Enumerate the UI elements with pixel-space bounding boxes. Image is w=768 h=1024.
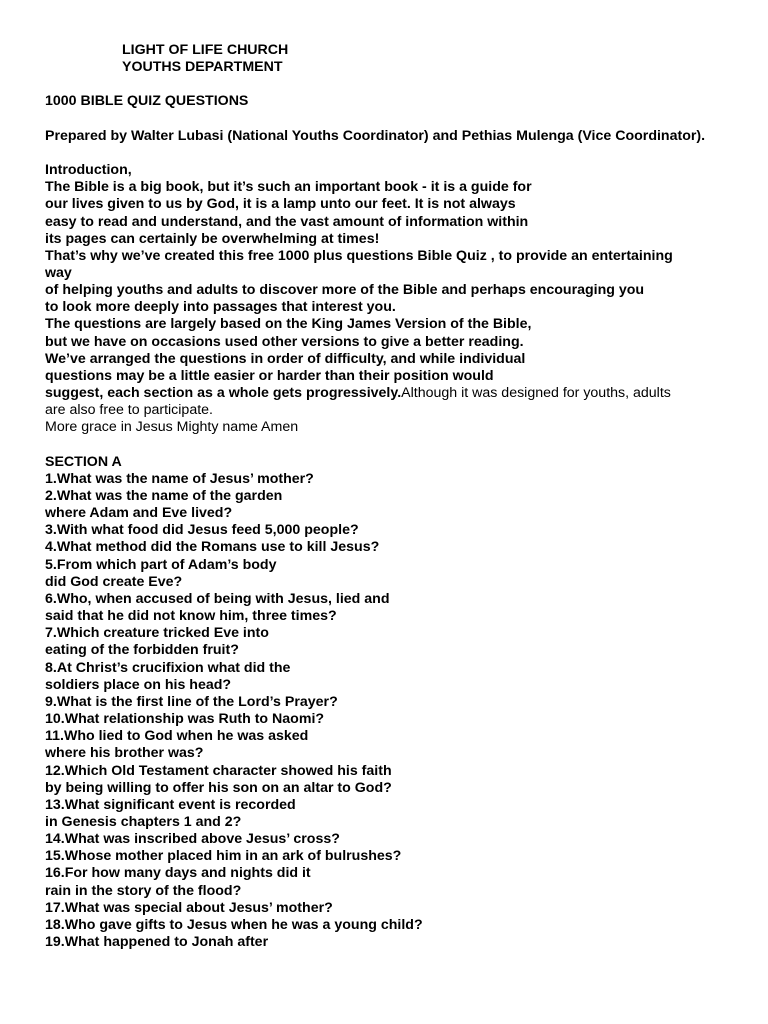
introduction-line: way	[45, 264, 72, 281]
introduction-continuation: are also free to participate.	[45, 402, 213, 419]
question-line: 6.Who, when accused of being with Jesus, lied and	[45, 590, 390, 607]
introduction-line: easy to read and understand, and the vast amount of information within	[45, 213, 529, 230]
question-line: 16.For how many days and nights did it	[45, 865, 311, 882]
question-line: where his brother was?	[45, 745, 204, 762]
question-line: where Adam and Eve lived?	[45, 505, 233, 522]
question-line: said that he did not know him, three times?	[45, 608, 337, 625]
question-line: soldiers place on his head?	[45, 676, 232, 693]
prepared-by: Prepared by Walter Lubasi (National Youths Coordinator) and Pethias Mulenga (Vice Coordinator).	[45, 127, 706, 144]
introduction-line: The questions are largely based on the King James Version of the Bible,	[45, 316, 532, 333]
introduction-heading: Introduction,	[45, 162, 132, 179]
introduction-line: questions may be a little easier or harder than their position would	[45, 367, 494, 384]
question-line: 8.At Christ’s crucifixion what did the	[45, 659, 291, 676]
question-line: 3.With what food did Jesus feed 5,000 people?	[45, 522, 359, 539]
introduction-line: our lives given to us by God, it is a lamp unto our feet. It is not always	[45, 196, 516, 213]
question-line: 9.What is the first line of the Lord’s Prayer?	[45, 693, 338, 710]
question-line: 1.What was the name of Jesus’ mother?	[45, 470, 314, 487]
spacer	[45, 111, 745, 128]
question-line: 13.What significant event is recorded	[45, 796, 296, 813]
question-line: did God create Eve?	[45, 573, 183, 590]
spacer	[45, 145, 745, 162]
question-line: 7.Which creature tricked Eve into	[45, 625, 269, 642]
introduction-mixed-line	[45, 385, 745, 402]
spacer	[45, 76, 745, 93]
introduction-line: its pages can certainly be overwhelming at times!	[45, 230, 380, 247]
spacer	[45, 437, 745, 454]
question-line: 5.From which part of Adam’s body	[45, 556, 277, 573]
question-line: eating of the forbidden fruit?	[45, 642, 239, 659]
question-line: 12.Which Old Testament character showed his faith	[45, 762, 392, 779]
introduction-body	[45, 179, 745, 385]
introduction-line: We’ve arranged the questions in order of difficulty, and while individual	[45, 350, 526, 367]
question-line: 4.What method did the Romans use to kill Jesus?	[45, 539, 380, 556]
introduction-line: That’s why we’ve created this free 1000 plus questions Bible Quiz , to provide an entertaining	[45, 247, 673, 264]
department-name: YOUTHS DEPARTMENT	[122, 59, 283, 76]
question-line: 18.Who gave gifts to Jesus when he was a young child?	[45, 916, 423, 933]
question-line: 10.What relationship was Ruth to Naomi?	[45, 711, 325, 728]
introduction-line: The Bible is a big book, but it’s such an important book - it is a guide for	[45, 179, 532, 196]
introduction-line: to look more deeply into passages that interest you.	[45, 299, 396, 316]
question-line: 15.Whose mother placed him in an ark of bulrushes?	[45, 848, 402, 865]
section-a-heading: SECTION A	[45, 453, 122, 470]
question-line: rain in the story of the flood?	[45, 882, 242, 899]
document-title: 1000 BIBLE QUIZ QUESTIONS	[45, 93, 249, 110]
question-line: 2.What was the name of the garden	[45, 488, 283, 504]
introduction-bold-fragment: suggest, each section as a whole gets progressively.	[45, 385, 402, 402]
introduction-line: of helping youths and adults to discover more of the Bible and perhaps encouraging you	[45, 282, 645, 299]
introduction-closing: More grace in Jesus Mighty name Amen	[45, 419, 299, 436]
document-page	[45, 42, 745, 951]
question-line: in Genesis chapters 1 and 2?	[45, 813, 242, 830]
section-a-questions	[45, 471, 745, 951]
introduction-normal-fragment: Although it was designed for youths, adults	[401, 385, 671, 402]
question-line: 11.Who lied to God when he was asked	[45, 728, 309, 745]
church-name: LIGHT OF LIFE CHURCH	[122, 42, 289, 58]
introduction-line: but we have on occasions used other versions to give a better reading.	[45, 333, 524, 350]
question-line: 17.What was special about Jesus’ mother?	[45, 899, 333, 916]
question-line: 14.What was inscribed above Jesus’ cross?	[45, 831, 340, 848]
question-line: 19.What happened to Jonah after	[45, 934, 269, 951]
question-line: by being willing to offer his son on an altar to God?	[45, 779, 392, 796]
